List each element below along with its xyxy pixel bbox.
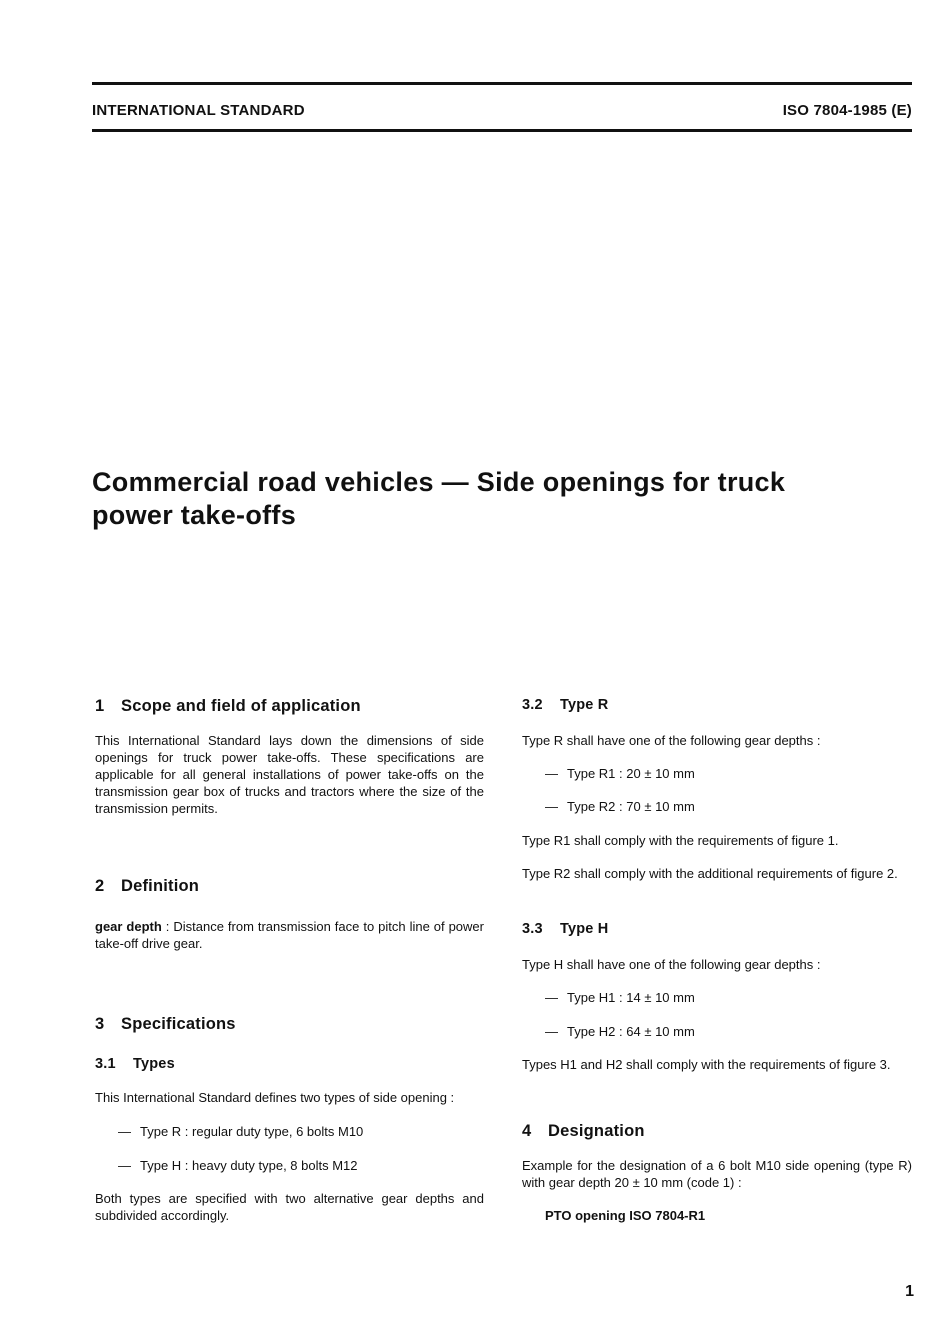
- list-item-text: Type R : regular duty type, 6 bolts M10: [140, 1124, 364, 1139]
- title-line-1: Commercial road vehicles — Side openings for truck: [92, 467, 786, 497]
- defined-term: gear depth: [95, 919, 162, 934]
- section-title: Type H: [560, 921, 609, 937]
- section-number: 2: [95, 877, 105, 895]
- section-number: 3: [95, 1015, 105, 1033]
- list-item: [545, 1023, 695, 1040]
- section-number: 1: [95, 697, 105, 715]
- section-title: Types: [133, 1056, 175, 1072]
- header-top-rule: [92, 82, 912, 85]
- dash: —: [545, 1024, 558, 1039]
- page-number: 1: [905, 1283, 914, 1300]
- dash: —: [545, 766, 558, 781]
- type-h-requirement: Types H1 and H2 shall comply with the requirements of figure 3.: [522, 1057, 891, 1072]
- subsection-3-2-heading: [522, 697, 608, 713]
- type-r1-requirement: Type R1 shall comply with the requirements of figure 1.: [522, 833, 839, 848]
- subsection-3-3-heading: [522, 921, 608, 937]
- section-number: 3.3: [522, 921, 543, 937]
- section-4-heading: [522, 1122, 645, 1141]
- types-outro: Both types are specified with two alternative gear depths and subdivided accordingly.: [95, 1191, 484, 1223]
- dash: —: [545, 990, 558, 1005]
- section-title: Type R: [560, 697, 609, 713]
- section-title: Designation: [548, 1122, 645, 1140]
- types-intro: This International Standard defines two types of side opening :: [95, 1090, 455, 1105]
- list-item-text: Type H1 : 14 ± 10 mm: [567, 990, 695, 1005]
- designation-example: PTO opening ISO 7804-R1: [545, 1208, 706, 1223]
- list-item-text: Type R1 : 20 ± 10 mm: [567, 766, 695, 781]
- section-title: Definition: [121, 877, 200, 895]
- dash: —: [118, 1124, 131, 1139]
- section-2-heading: [95, 877, 199, 896]
- section-number: 3.2: [522, 697, 543, 713]
- list-item: [545, 989, 695, 1006]
- section-title: Specifications: [121, 1015, 236, 1033]
- list-item: [545, 798, 695, 815]
- dash: —: [118, 1158, 131, 1173]
- list-item: [118, 1157, 358, 1174]
- title-line-2: power take-offs: [92, 500, 297, 530]
- type-h-intro: Type H shall have one of the following gear depths :: [522, 957, 821, 972]
- type-r-intro: Type R shall have one of the following gear depths :: [522, 733, 821, 748]
- section-title: Scope and field of application: [121, 697, 361, 715]
- list-item-text: Type H2 : 64 ± 10 mm: [567, 1024, 695, 1039]
- header-bottom-rule: [92, 129, 912, 132]
- designation-paragraph: Example for the designation of a 6 bolt M10 side opening (type R) with gear depth 20 ± 10 mm (code 1) :: [522, 1158, 912, 1190]
- section-number: 3.1: [95, 1056, 116, 1072]
- definition-text: : Distance from transmission face to pitch line of power take-off drive gear.: [95, 919, 484, 951]
- list-item: [118, 1123, 363, 1140]
- definition-paragraph: [95, 918, 484, 952]
- subsection-3-1-heading: [95, 1056, 175, 1072]
- section-number: 4: [522, 1122, 532, 1140]
- dash: —: [545, 799, 558, 814]
- document-title: [92, 466, 872, 532]
- list-item-text: Type H : heavy duty type, 8 bolts M12: [140, 1158, 358, 1173]
- standard-number: ISO 7804-1985 (E): [782, 102, 912, 119]
- list-item-text: Type R2 : 70 ± 10 mm: [567, 799, 695, 814]
- list-item: [545, 765, 695, 782]
- type-r2-requirement: Type R2 shall comply with the additional requirements of figure 2.: [522, 866, 898, 881]
- scope-paragraph: This International Standard lays down the dimensions of side openings for truck power take-offs. These specifications are applicable for all general installations of power take-offs on the transmission gear box of trucks and tractors where the size of the transmission permits.: [95, 733, 484, 816]
- section-1-heading: [95, 697, 361, 716]
- standard-type-label: INTERNATIONAL STANDARD: [92, 102, 305, 119]
- section-3-heading: [95, 1015, 236, 1034]
